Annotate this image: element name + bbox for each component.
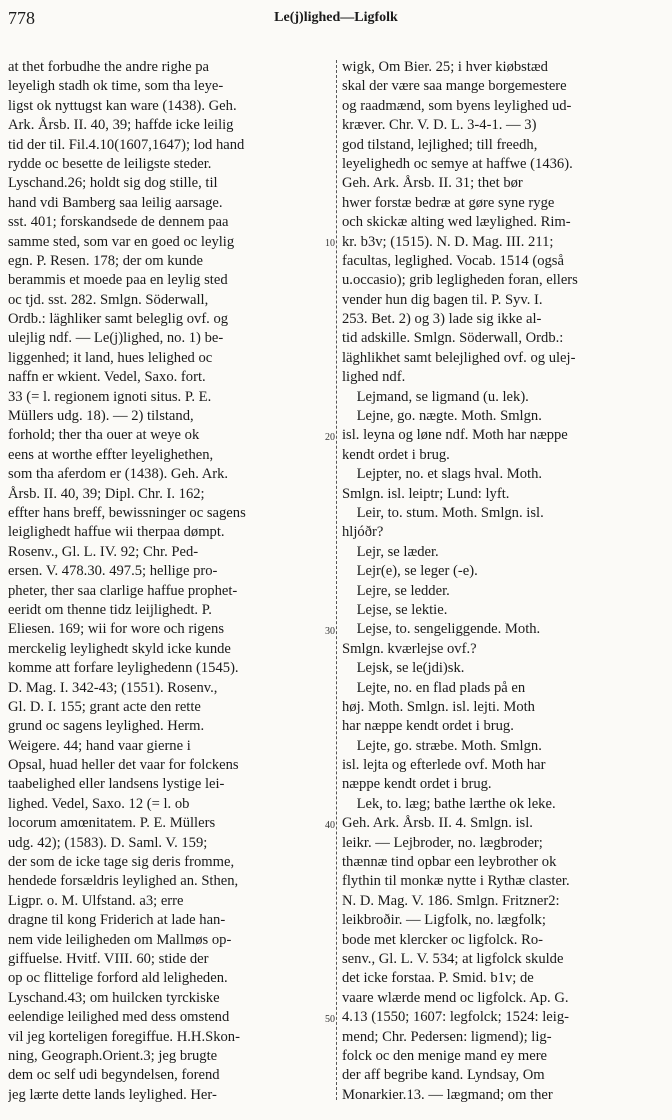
text-line: Leir, to. stum. Moth. Smlgn. isl.	[342, 504, 544, 521]
text-line: Smlgn. kværlejse ovf.?	[342, 640, 477, 657]
text-line: 4.13 (1550; 1607: legfolck; 1524: leig-	[342, 1009, 569, 1026]
text-line: Rosenv., Gl. L. IV. 92; Chr. Ped-	[8, 543, 199, 560]
text-line: Smlgn. isl. leiptr; Lund: lyft.	[342, 485, 510, 502]
right-column	[342, 58, 662, 1105]
text-line: och skickæ alting wed læylighed. Rim-	[342, 214, 571, 231]
running-head: Le(j)lighed—Ligfolk	[274, 10, 398, 25]
text-line: leyeligh stadh ok time, som tha leye-	[8, 78, 224, 95]
text-line: jeg lærte dette lands leylighed. Her-	[8, 1086, 217, 1103]
text-line: locorum amœnitatem. P. E. Müllers	[8, 815, 216, 832]
text-line: som tha aferdom er (1438). Geh. Ark.	[8, 466, 229, 483]
text-line: op oc flittelige forford ald leligheden.	[8, 970, 228, 987]
text-line: god tilstand, lejlighed; till freedh,	[342, 136, 538, 153]
text-line: Lyschand.26; holdt sig dog stille, til	[8, 175, 218, 192]
text-line: Lejne, go. nægte. Moth. Smlgn.	[342, 408, 542, 425]
text-line: wigk, Om Bier. 25; i hver kiøbstæd	[342, 59, 548, 75]
text-line: Lejmand, se ligmand (u. lek).	[342, 388, 529, 405]
text-line: hljóðr?	[342, 524, 384, 541]
text-line: senv., Gl. L. V. 534; at ligfolck skulde	[342, 950, 564, 967]
text-line: at thet forbudhe the andre righe pa	[8, 59, 209, 75]
text-line: Lejte, no. en flad plads på en	[342, 679, 526, 696]
text-line: giffuelse. Hvitf. VIII. 60; stide der	[8, 950, 209, 967]
text-line: Lejse, to. sengeliggende. Moth.	[342, 621, 541, 638]
text-line: leikbroðir. — Ligfolk, no. lægfolk;	[342, 912, 546, 929]
text-line: næppe kendt ordet i brug.	[342, 776, 492, 793]
text-line: rydde oc besette de leiligste steder.	[8, 155, 212, 172]
text-line: berammis et moede paa en leylig sted	[8, 272, 228, 289]
text-line: komme att forfare leylighedenn (1545).	[8, 660, 239, 677]
text-line: effter hans breff, bewissninger oc sagens	[8, 504, 246, 521]
line-number: 40	[325, 819, 335, 831]
text-line: oc tjd. sst. 282. Smlgn. Söderwall,	[8, 291, 209, 308]
text-line: Lejte, go. stræbe. Moth. Smlgn.	[342, 737, 542, 754]
left-column	[8, 58, 332, 1105]
text-line: bode met klercker oc ligfolck. Ro-	[342, 931, 543, 948]
text-line: leiglighedt haffue wii therpaa dømpt.	[8, 524, 225, 541]
text-line: lighed. Vedel, Saxo. 12 (= l. ob	[8, 795, 190, 812]
text-line: naffn er wkient. Vedel, Saxo. fort.	[8, 369, 206, 386]
text-line: flythin til monkæ nytte i Rythæ claster.	[342, 873, 570, 890]
text-line: det icke forstaa. P. Smid. b1v; de	[342, 970, 534, 987]
text-line: eeridt om thenne tidz leijlighedt. P.	[8, 601, 212, 618]
text-line: lighed ndf.	[342, 369, 406, 386]
text-line: har næppe kendt ordet i brug.	[342, 718, 514, 735]
text-line: pheter, ther saa clarlige haffue prophet-	[8, 582, 238, 599]
text-line: der som de icke tage sig deris fromme,	[8, 854, 235, 871]
text-line: Lejr, se læder.	[342, 543, 439, 560]
page-header	[8, 8, 664, 38]
text-line: udg. 42); (1583). D. Saml. V. 159;	[8, 834, 208, 851]
text-line: kendt ordet i brug.	[342, 446, 450, 463]
line-number: 30	[325, 625, 335, 637]
text-line: høj. Moth. Smlgn. isl. lejti. Moth	[342, 698, 535, 715]
text-line: Eliesen. 169; wii for wore och rigens	[8, 621, 225, 638]
text-line: Lek, to. læg; bathe lærthe ok leke.	[342, 795, 556, 812]
text-line: ersen. V. 478.30. 497.5; hellige pro-	[8, 563, 218, 580]
text-line: Gl. D. I. 155; grant acte den rette	[8, 698, 201, 715]
text-line: 33 (= l. regionem ignoti situs. P. E.	[8, 388, 212, 405]
text-line: N. D. Mag. V. 186. Smlgn. Fritzner2:	[342, 892, 560, 909]
text-line: liggenhed; it land, hues lelighed oc	[8, 349, 213, 366]
text-line: isl. lejta og efterlede ovf. Moth har	[342, 757, 546, 774]
text-line: Lejse, se lektie.	[342, 601, 448, 618]
line-number: 10	[325, 237, 335, 249]
line-number: 50	[325, 1013, 335, 1025]
text-line: Müllers udg. 18). — 2) tilstand,	[8, 408, 194, 425]
text-line: Ordb.: läghliker samt beleglig ovf. og	[8, 311, 229, 328]
text-line: u.occasio); grib legligheden foran, ellers	[342, 272, 578, 289]
text-line: Årsb. II. 40, 39; Dipl. Chr. I. 162;	[8, 485, 205, 502]
text-line: kræver. Chr. V. D. L. 3-4-1. — 3)	[342, 117, 537, 134]
text-line: sst. 401; forskandsede de dennem paa	[8, 214, 229, 231]
text-line: hendede forsældris leylighed an. Sthen,	[8, 873, 239, 890]
text-line: der aff begribe kand. Lyndsay, Om	[342, 1067, 545, 1084]
text-line: dragne til kong Friderich at lade han-	[8, 912, 226, 929]
text-line: Weigere. 44; hand vaar gierne i	[8, 737, 191, 754]
page-number: 778	[8, 8, 35, 28]
text-line: Lyschand.43; om huilcken tyrckiske	[8, 989, 220, 1006]
text-line: grund oc sagens leylighed. Herm.	[8, 718, 205, 735]
text-line: 253. Bet. 2) og 3) lade sig ikke al-	[342, 311, 542, 328]
text-line: forhold; ther tha ouer at weye ok	[8, 427, 200, 444]
text-line: eelendige leilighed med dess omstend	[8, 1009, 230, 1026]
text-line: nem vide leiligheden om Mallmøs op-	[8, 931, 232, 948]
text-line: ulejlig ndf. — Le(j)lighed, no. 1) be-	[8, 330, 224, 347]
text-line: leyelighedh oc semye at haffwe (1436).	[342, 155, 573, 172]
text-line: eens at worthe effter leyelighethen,	[8, 446, 214, 463]
text-line: läghlikhet samt belejlighed ovf. og ulej-	[342, 349, 576, 366]
text-line: Ligpr. o. M. Ulfstand. a3; erre	[8, 892, 184, 909]
text-line: Lejr(e), se leger (-e).	[342, 563, 478, 580]
text-line: Lejpter, no. et slags hval. Moth.	[342, 466, 543, 483]
text-line: Geh. Ark. Årsb. II. 4. Smlgn. isl.	[342, 815, 533, 832]
text-line: tid der til. Fil.4.10(1607,1647); lod hand	[8, 136, 245, 153]
text-line: Geh. Ark. Årsb. II. 31; thet bør	[342, 175, 523, 192]
text-line: Monarkier.13. — lægmand; om ther	[342, 1086, 553, 1103]
text-line: skal der være saa mange borgemestere	[342, 78, 567, 95]
text-line: D. Mag. I. 342-43; (1551). Rosenv.,	[8, 679, 218, 696]
text-line: folck oc den menige mand ey mere	[342, 1047, 548, 1064]
text-line: vender hun dig bagen til. P. Syv. I.	[342, 291, 543, 308]
text-line: thænnæ tind opbar een leybrother ok	[342, 854, 557, 871]
text-line: kr. b3v; (1515). N. D. Mag. III. 211;	[342, 233, 554, 250]
text-line: taabelighed eller landsens lystige lei-	[8, 776, 225, 793]
line-number: 20	[325, 431, 335, 443]
text-line: tid adskille. Smlgn. Söderwall, Ordb.:	[342, 330, 564, 347]
text-line: hwer forstæ bedræ at gøre syne ryge	[342, 194, 555, 211]
text-line: facultas, leglighed. Vocab. 1514 (også	[342, 252, 564, 269]
text-line: ligst ok nyttugst kan ware (1438). Geh.	[8, 97, 237, 114]
text-line: Ark. Årsb. II. 40, 39; haffde icke leilig	[8, 117, 234, 134]
text-line: mend; Chr. Pedersen: ligmend); lig-	[342, 1028, 552, 1045]
text-line: hand vdi Bamberg saa leilig aarsage.	[8, 194, 223, 211]
text-line: vil jeg korteligen foregiffue. H.H.Skon-	[8, 1028, 240, 1045]
text-line: isl. leyna og løne ndf. Moth har næppe	[342, 427, 568, 444]
text-line: Lejsk, se le(jdi)sk.	[342, 660, 465, 677]
text-line: merckelig leylighedt skyld icke kunde	[8, 640, 231, 657]
column-divider	[336, 60, 337, 1100]
text-line: Lejre, se ledder.	[342, 582, 450, 599]
text-line: dem oc self udi begyndelsen, forend	[8, 1067, 220, 1084]
text-line: leikr. — Lejbroder, no. lægbroder;	[342, 834, 543, 851]
text-line: vaare wlærde mend oc ligfolck. Ap. G.	[342, 989, 569, 1006]
text-line: ning, Geograph.Orient.3; jeg brugte	[8, 1047, 218, 1064]
text-line: egn. P. Resen. 178; der om kunde	[8, 252, 203, 269]
text-line: samme sted, som var en goed oc leylig	[8, 233, 235, 250]
text-line: og raadmænd, som byens leylighed ud-	[342, 97, 572, 114]
text-line: Opsal, huad heller det vaar for folckens	[8, 757, 239, 774]
